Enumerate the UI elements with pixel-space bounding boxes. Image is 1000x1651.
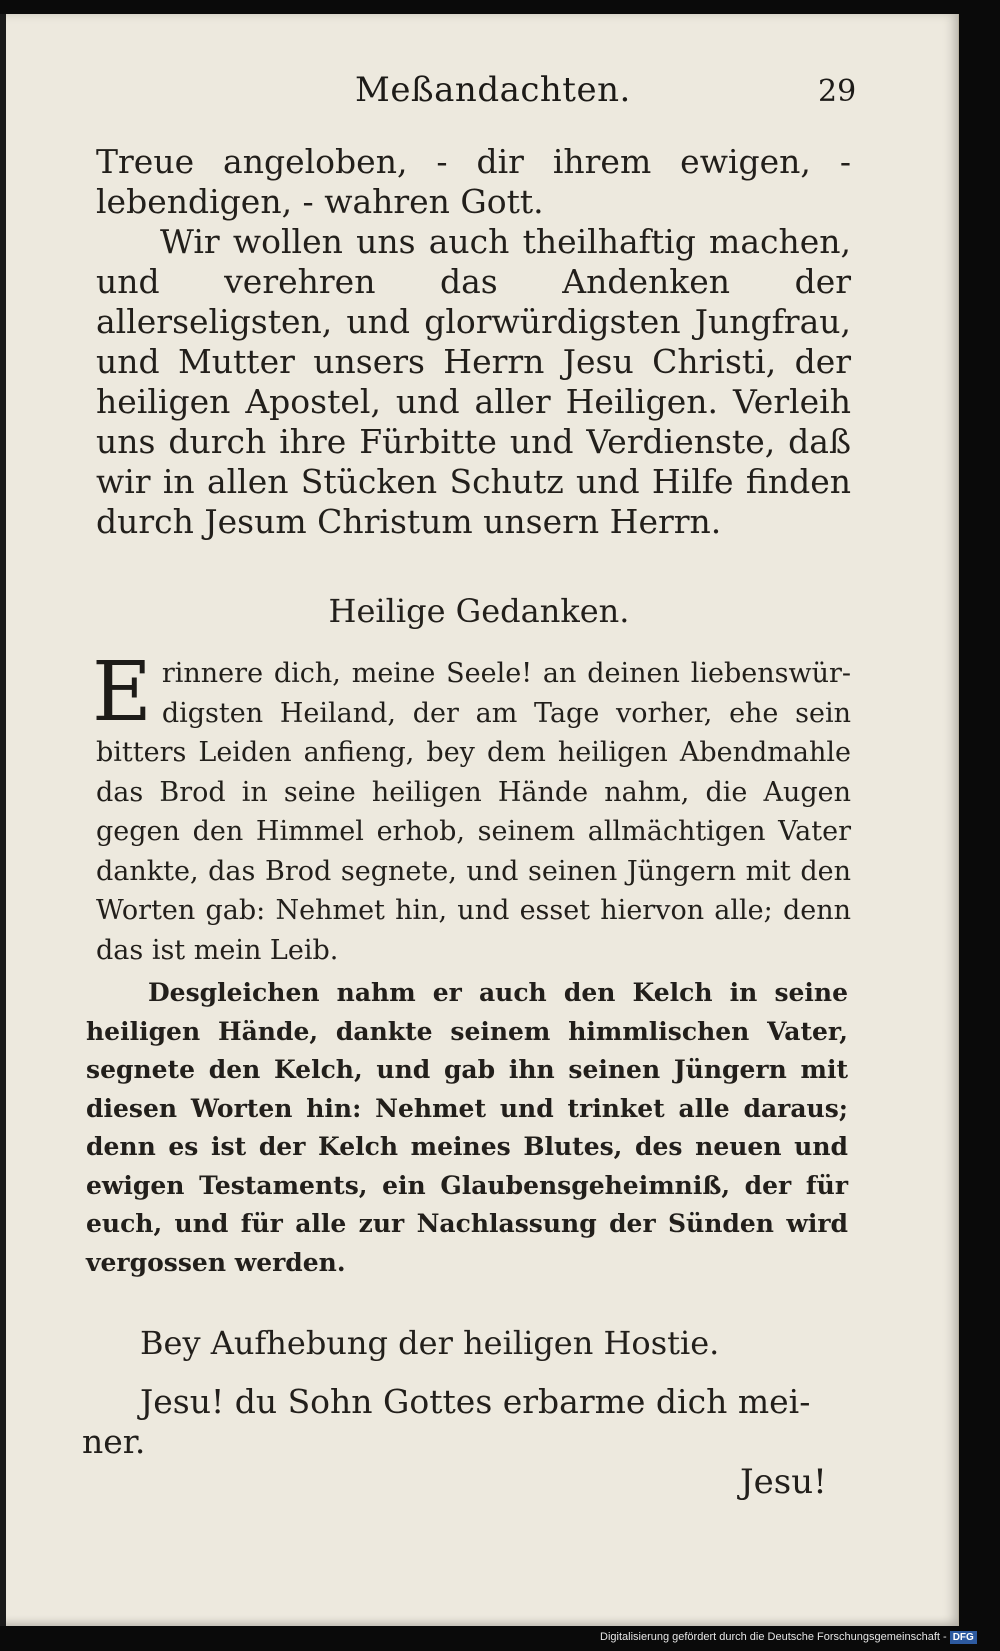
drop-cap-initial: E [92, 645, 152, 740]
page-gutter-shadow [0, 14, 6, 1626]
meditation-text-block [92, 645, 851, 970]
paragraph-continuation: Treue angeloben, - dir ihrem ewigen, - lebendigen, - wahren Gott. [96, 142, 851, 221]
section-heading-elevation: Bey Aufhebung der heiligen Hostie. [140, 1324, 720, 1362]
page-number: 29 [818, 74, 857, 109]
paragraph-consecration-chalice: Desgleichen nahm er auch den Kelch in seine heiligen Hände, dankte seinem himmlischen Vater, segnete den Kelch, und gab ihn seinen Jüngern mit diesen Worten hin: Nehmet und trinket alle daraus; denn es ist der Kelch meines Blutes, des neuen und ewigen Testaments, ein Glaubensgeheimniß, der für euch, und für alle zur Nachlassung der Sünden wird vergossen werden. [86, 978, 848, 1277]
paragraph-consecration-bread: rinnere dich, meine Seele! an deinen liebenswürdigsten Heiland, der am Tage vorher, ehe sein bitters Leiden anfieng, bey dem heiligen Abendmahle das Brod in seine heiligen Hände nahm, die Augen gegen den Himmel erhob, seinem allmächtigen Vater dankte, das Brod segnete, und seinen Jüngern mit den Worten gab: Nehmet hin, und esset hiervon alle; denn das ist mein Leib. [96, 658, 851, 966]
dfg-logo-icon: DFG [950, 1631, 977, 1644]
prayer-text-block [96, 142, 851, 542]
paragraph-intercession: Wir wollen uns auch theilhaftig machen, und verehren das Andenken der allerseligsten, und glorwürdigsten Jungfrau, und Mutter unsers Herrn Jesu Christi, der heiligen Apostel, und aller Heiligen. Verleih uns durch ihre Fürbitte und Verdienste, daß wir in allen Stücken Schutz und Hilfe finden durch Jesum Christum unsern Herrn. [96, 222, 851, 541]
running-head: Meßandachten. [355, 70, 631, 110]
credit-text: Digitalisierung gefördert durch die Deutsche Forschungsgemeinschaft - [600, 1631, 947, 1643]
page-header [0, 70, 958, 120]
book-page [0, 14, 959, 1626]
closing-word: Jesu! [740, 1462, 827, 1502]
digitization-credit [600, 1631, 977, 1644]
consecration-text-block [86, 974, 848, 1282]
elevation-prayer-block [82, 1382, 852, 1462]
section-heading-heilige-gedanken: Heilige Gedanken. [328, 592, 630, 630]
paragraph-elevation-prayer: Jesu! du Sohn Gottes erbarme dich meiner. [82, 1382, 811, 1461]
